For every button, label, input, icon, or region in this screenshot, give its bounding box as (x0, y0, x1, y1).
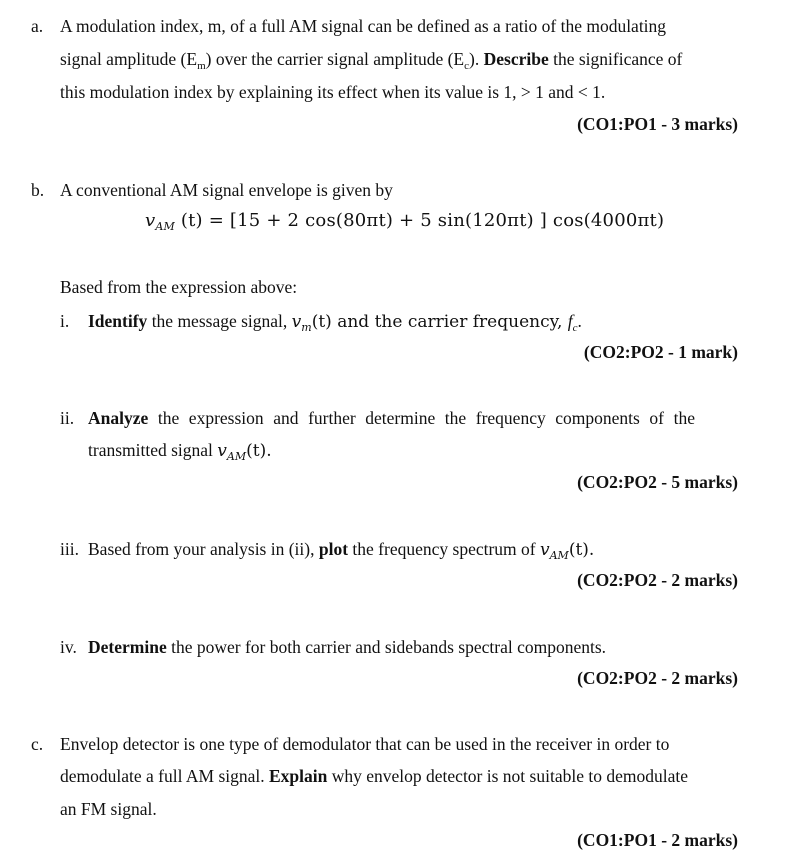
part-a-text: ) over the carrier signal amplitude (E (205, 49, 465, 69)
item-iii-text-part: Based from your analysis in (ii), (88, 539, 319, 559)
item-ii-line-2 (88, 438, 272, 469)
part-a-text: the significance of (548, 49, 683, 69)
part-c-text: why envelop detector is not suitable to demodulate (327, 766, 688, 786)
vm-symbol: v (291, 312, 302, 332)
determine-keyword: Determine (88, 637, 167, 657)
eq-v: v (145, 210, 156, 231)
part-c-line-3: an FM signal. (60, 799, 157, 819)
fc-subscript: c (572, 322, 578, 334)
item-ii-label: ii. (60, 408, 75, 428)
em-subscript: m (197, 60, 206, 72)
part-c-label: c. (31, 734, 44, 754)
item-iii-label: iii. (60, 539, 79, 559)
identify-keyword: Identify (88, 311, 148, 331)
item-iii-text-part: (t). (568, 540, 595, 560)
item-iii-text-part: the frequency spectrum of (348, 539, 540, 559)
explain-keyword: Explain (269, 766, 328, 786)
part-b-label: b. (31, 180, 45, 200)
item-iv-text (88, 635, 606, 659)
item-i-marks: (CO2:PO2 - 1 mark) (583, 342, 738, 362)
vam-symbol: v (217, 441, 227, 461)
item-i-text (88, 309, 582, 340)
part-a-line-1: A modulation index, m, of a full AM signal can be defined as a ratio of the modulating (60, 16, 667, 36)
item-iv-text-part: the power for both carrier and sidebands spectral components. (166, 637, 607, 657)
item-ii-line-1 (88, 406, 695, 430)
part-a-marks: (CO1:PO1 - 3 marks) (577, 114, 738, 134)
part-a-line-2 (60, 47, 682, 78)
vam-subscript: AM (549, 549, 569, 562)
part-c-line-1: Envelop detector is one type of demodulator that can be used in the receiver in order to (60, 734, 670, 754)
based-from-text: Based from the expression above: (60, 277, 298, 297)
item-iv-marks: (CO2:PO2 - 2 marks) (577, 668, 738, 688)
plot-keyword: plot (318, 539, 349, 559)
item-ii-text-part: transmitted signal (88, 440, 218, 460)
analyze-keyword: Analyze (88, 408, 149, 428)
item-iii-marks: (CO2:PO2 - 2 marks) (577, 570, 738, 590)
vam-symbol: v (539, 540, 550, 560)
item-ii-text-part: the expression and further determine the frequency components of the (148, 408, 695, 428)
item-ii-text-part: (t). (246, 441, 272, 461)
eq-body: (t) = [15 + 2 cos(80πt) + 5 sin(120πt) ] cos(4000πt) (174, 210, 665, 231)
ec-subscript: c (464, 60, 470, 72)
item-i-text-part: . (577, 311, 582, 331)
am-equation (145, 210, 664, 233)
part-a-text: signal amplitude (E (60, 49, 198, 69)
item-i-text-part: the message signal, (147, 311, 292, 331)
part-c-line-2 (60, 764, 688, 788)
part-a-text: ). (469, 49, 484, 69)
part-c-marks: (CO1:PO1 - 2 marks) (577, 830, 738, 850)
item-iii-text (88, 537, 594, 568)
item-i-label: i. (60, 311, 70, 331)
describe-keyword: Describe (483, 49, 549, 69)
item-iv-label: iv. (60, 637, 77, 657)
part-a-line-3: this modulation index by explaining its effect when its value is 1, > 1 and < 1. (60, 82, 606, 102)
eq-v-subscript: AM (155, 220, 175, 233)
vm-subscript: m (301, 321, 312, 334)
item-i-text-part: (t) and the carrier frequency, (311, 312, 568, 332)
part-b-intro: A conventional AM signal envelope is given by (60, 180, 393, 200)
vam-subscript: AM (226, 450, 247, 463)
part-a-label: a. (31, 16, 44, 36)
fc-symbol: f (567, 311, 573, 331)
part-c-text: demodulate a full AM signal. (60, 766, 269, 786)
item-ii-marks: (CO2:PO2 - 5 marks) (577, 472, 738, 492)
